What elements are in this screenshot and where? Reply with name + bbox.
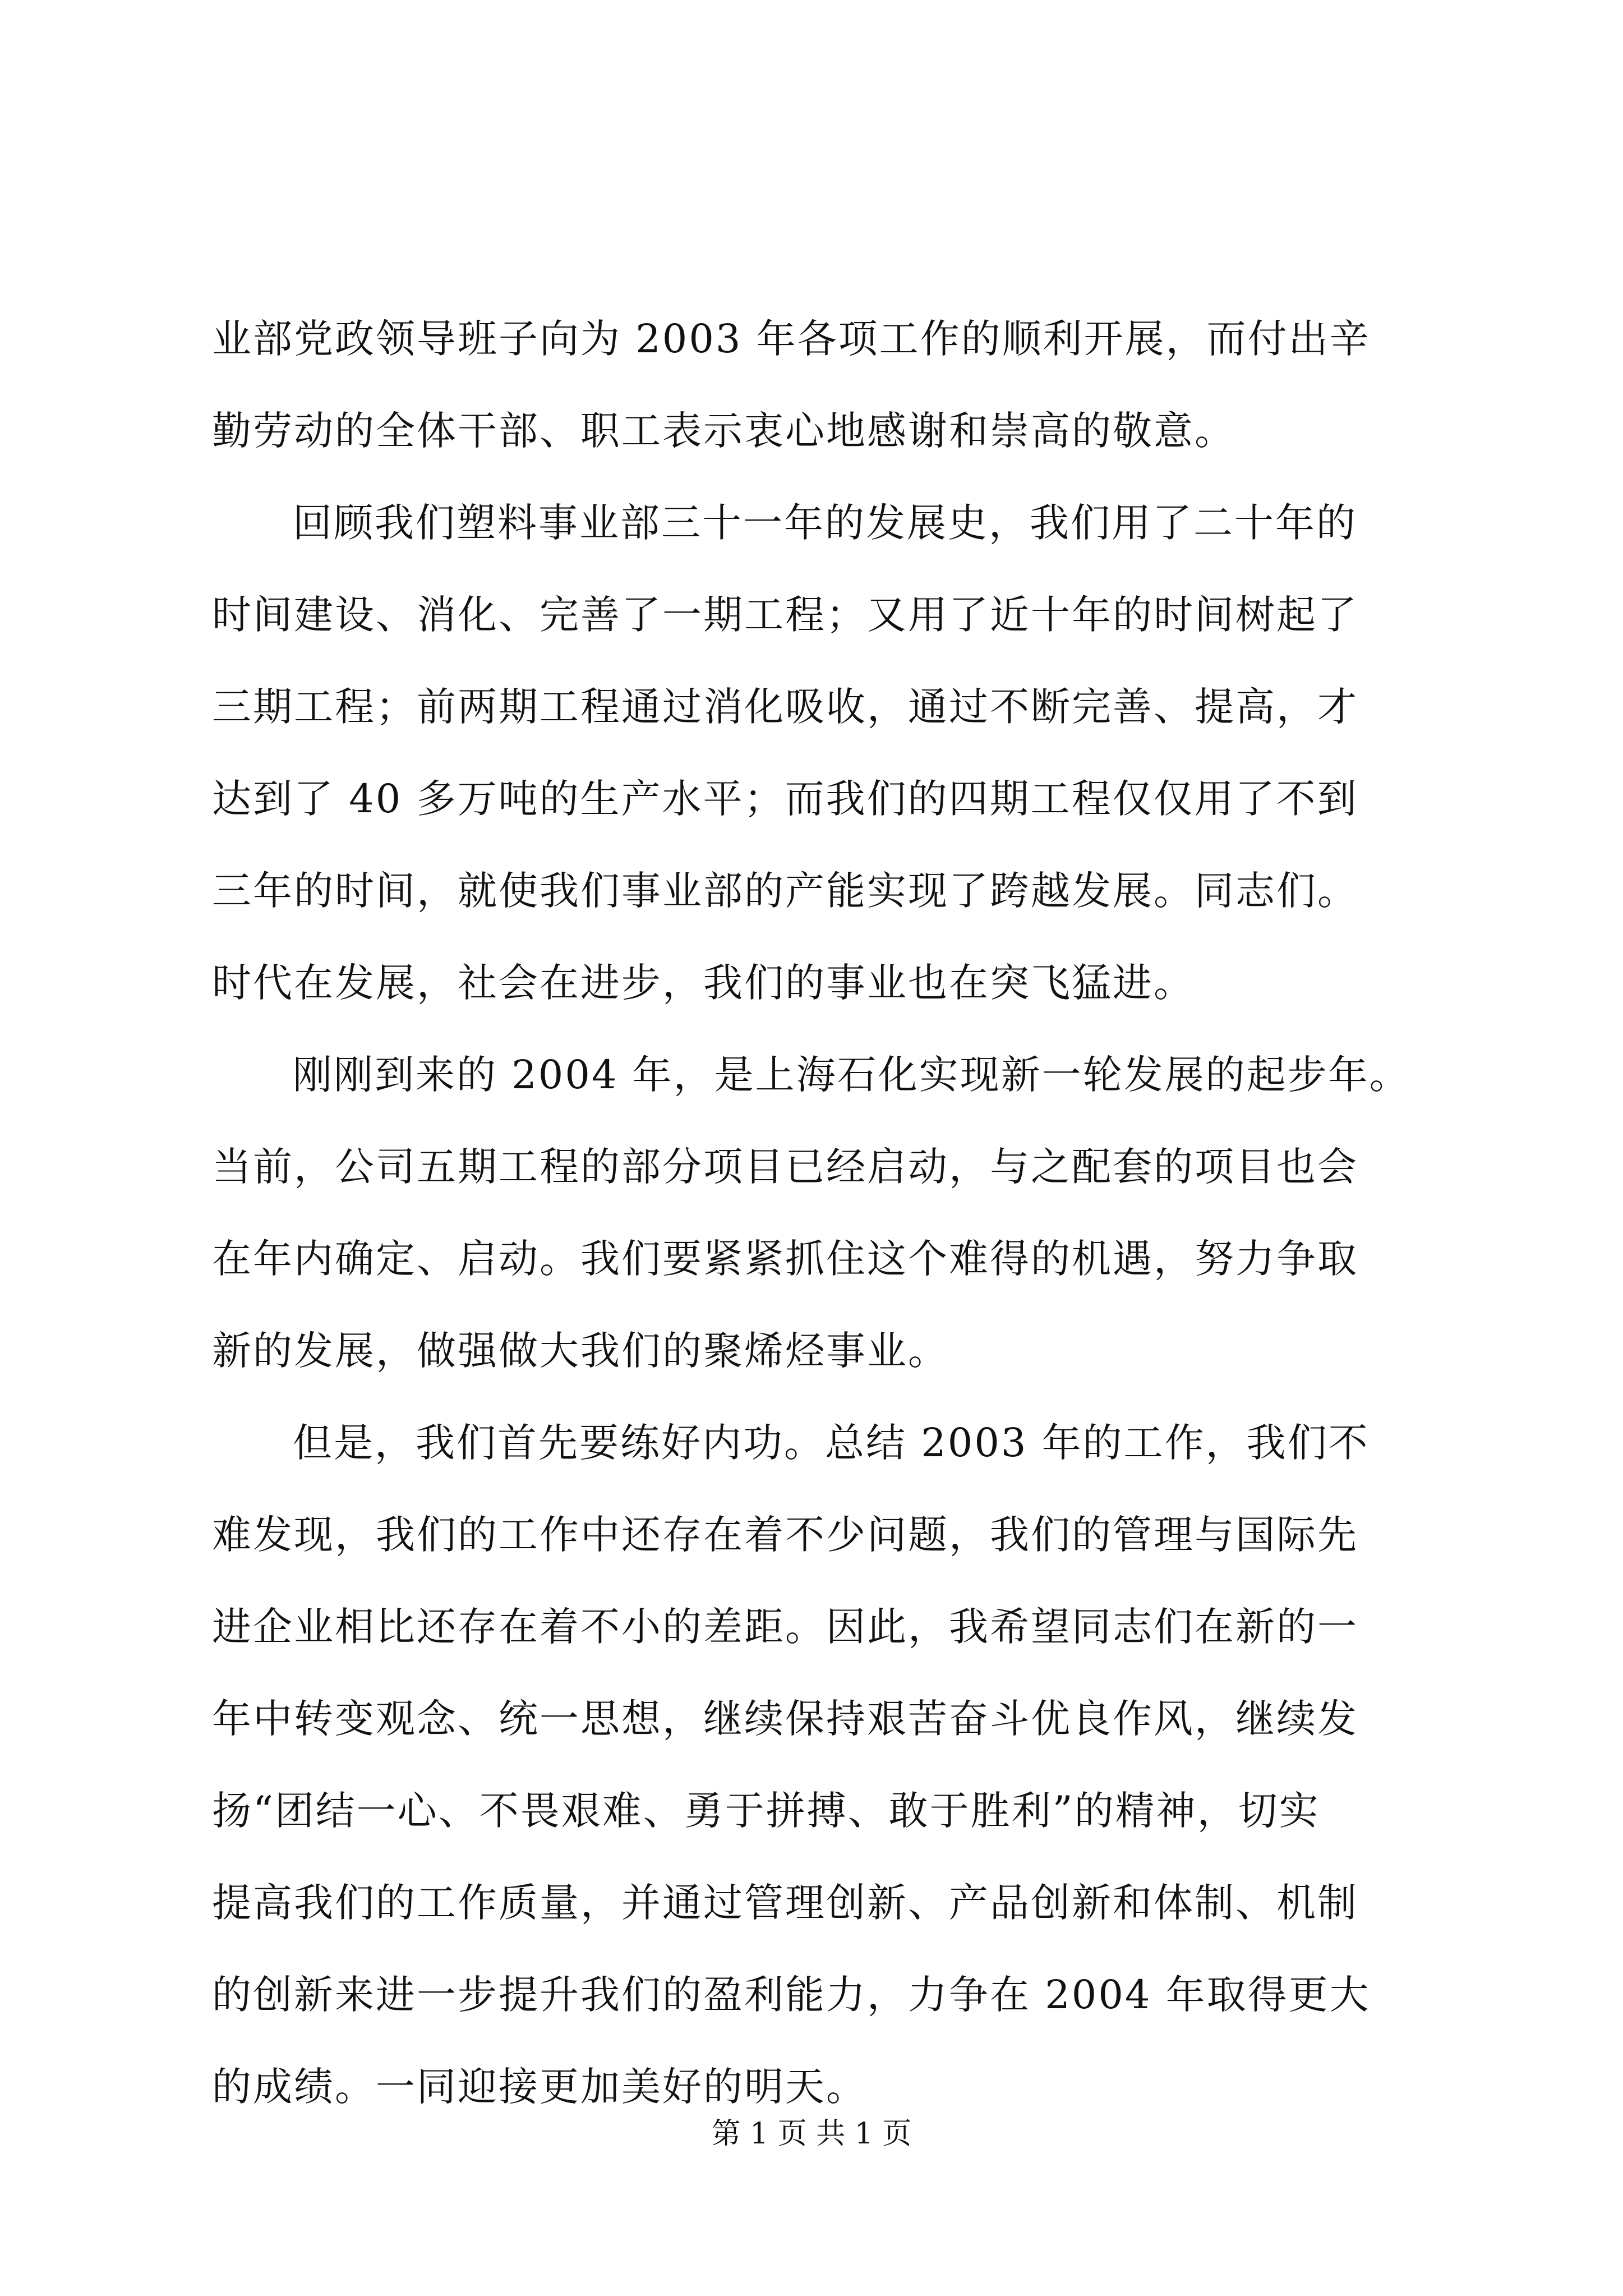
text-line: 时间建设、消化、完善了一期工程；又用了近十年的时间树起了 [212,592,1358,638]
page-number-footer: 第 1 页 共 1 页 [711,2117,912,2151]
text-line: 的成绩。一同迎接更加美好的明天。 [212,2064,867,2110]
text-line: 三年的时间，就使我们事业部的产能实现了跨越发展。同志们。 [212,868,1358,914]
document-body [212,293,1418,2133]
text-line: 难发现，我们的工作中还存在着不少问题，我们的管理与国际先 [212,1512,1358,1558]
text-line: 业部党政领导班子向为 2003 年各项工作的顺利开展，而付出辛 [212,316,1371,362]
text-line: 的创新来进一步提升我们的盈利能力，力争在 2004 年取得更大 [212,1972,1371,2018]
text-line: 进企业相比还存在着不小的差距。因此，我希望同志们在新的一 [212,1604,1358,1650]
text-line: 提高我们的工作质量，并通过管理创新、产品创新和体制、机制 [212,1880,1358,1926]
text-line: 扬“团结一心、不畏艰难、勇于拼搏、敢于胜利”的精神，切实 [212,1788,1320,1834]
text-line: 勤劳动的全体干部、职工表示衷心地感谢和崇高的敬意。 [212,408,1235,454]
text-line: 三期工程；前两期工程通过消化吸收，通过不断完善、提高，才 [212,684,1358,730]
paragraph-start-line: 但是，我们首先要练好内功。总结 2003 年的工作，我们不 [293,1420,1370,1466]
text-line: 达到了 40 多万吨的生产水平；而我们的四期工程仅仅用了不到 [212,776,1358,822]
text-line: 年中转变观念、统一思想，继续保持艰苦奋斗优良作风，继续发 [212,1696,1358,1742]
paragraph-start-line: 刚刚到来的 2004 年，是上海石化实现新一轮发展的起步年。 [293,1052,1410,1098]
paragraph-start-line: 回顾我们塑料事业部三十一年的发展史，我们用了二十年的 [293,500,1357,546]
text-line: 时代在发展，社会在进步，我们的事业也在突飞猛进。 [212,960,1195,1006]
text-line: 在年内确定、启动。我们要紧紧抓住这个难得的机遇，努力争取 [212,1236,1358,1282]
text-line: 当前，公司五期工程的部分项目已经启动，与之配套的项目也会 [212,1144,1358,1190]
text-line: 新的发展，做强做大我们的聚烯烃事业。 [212,1328,949,1374]
